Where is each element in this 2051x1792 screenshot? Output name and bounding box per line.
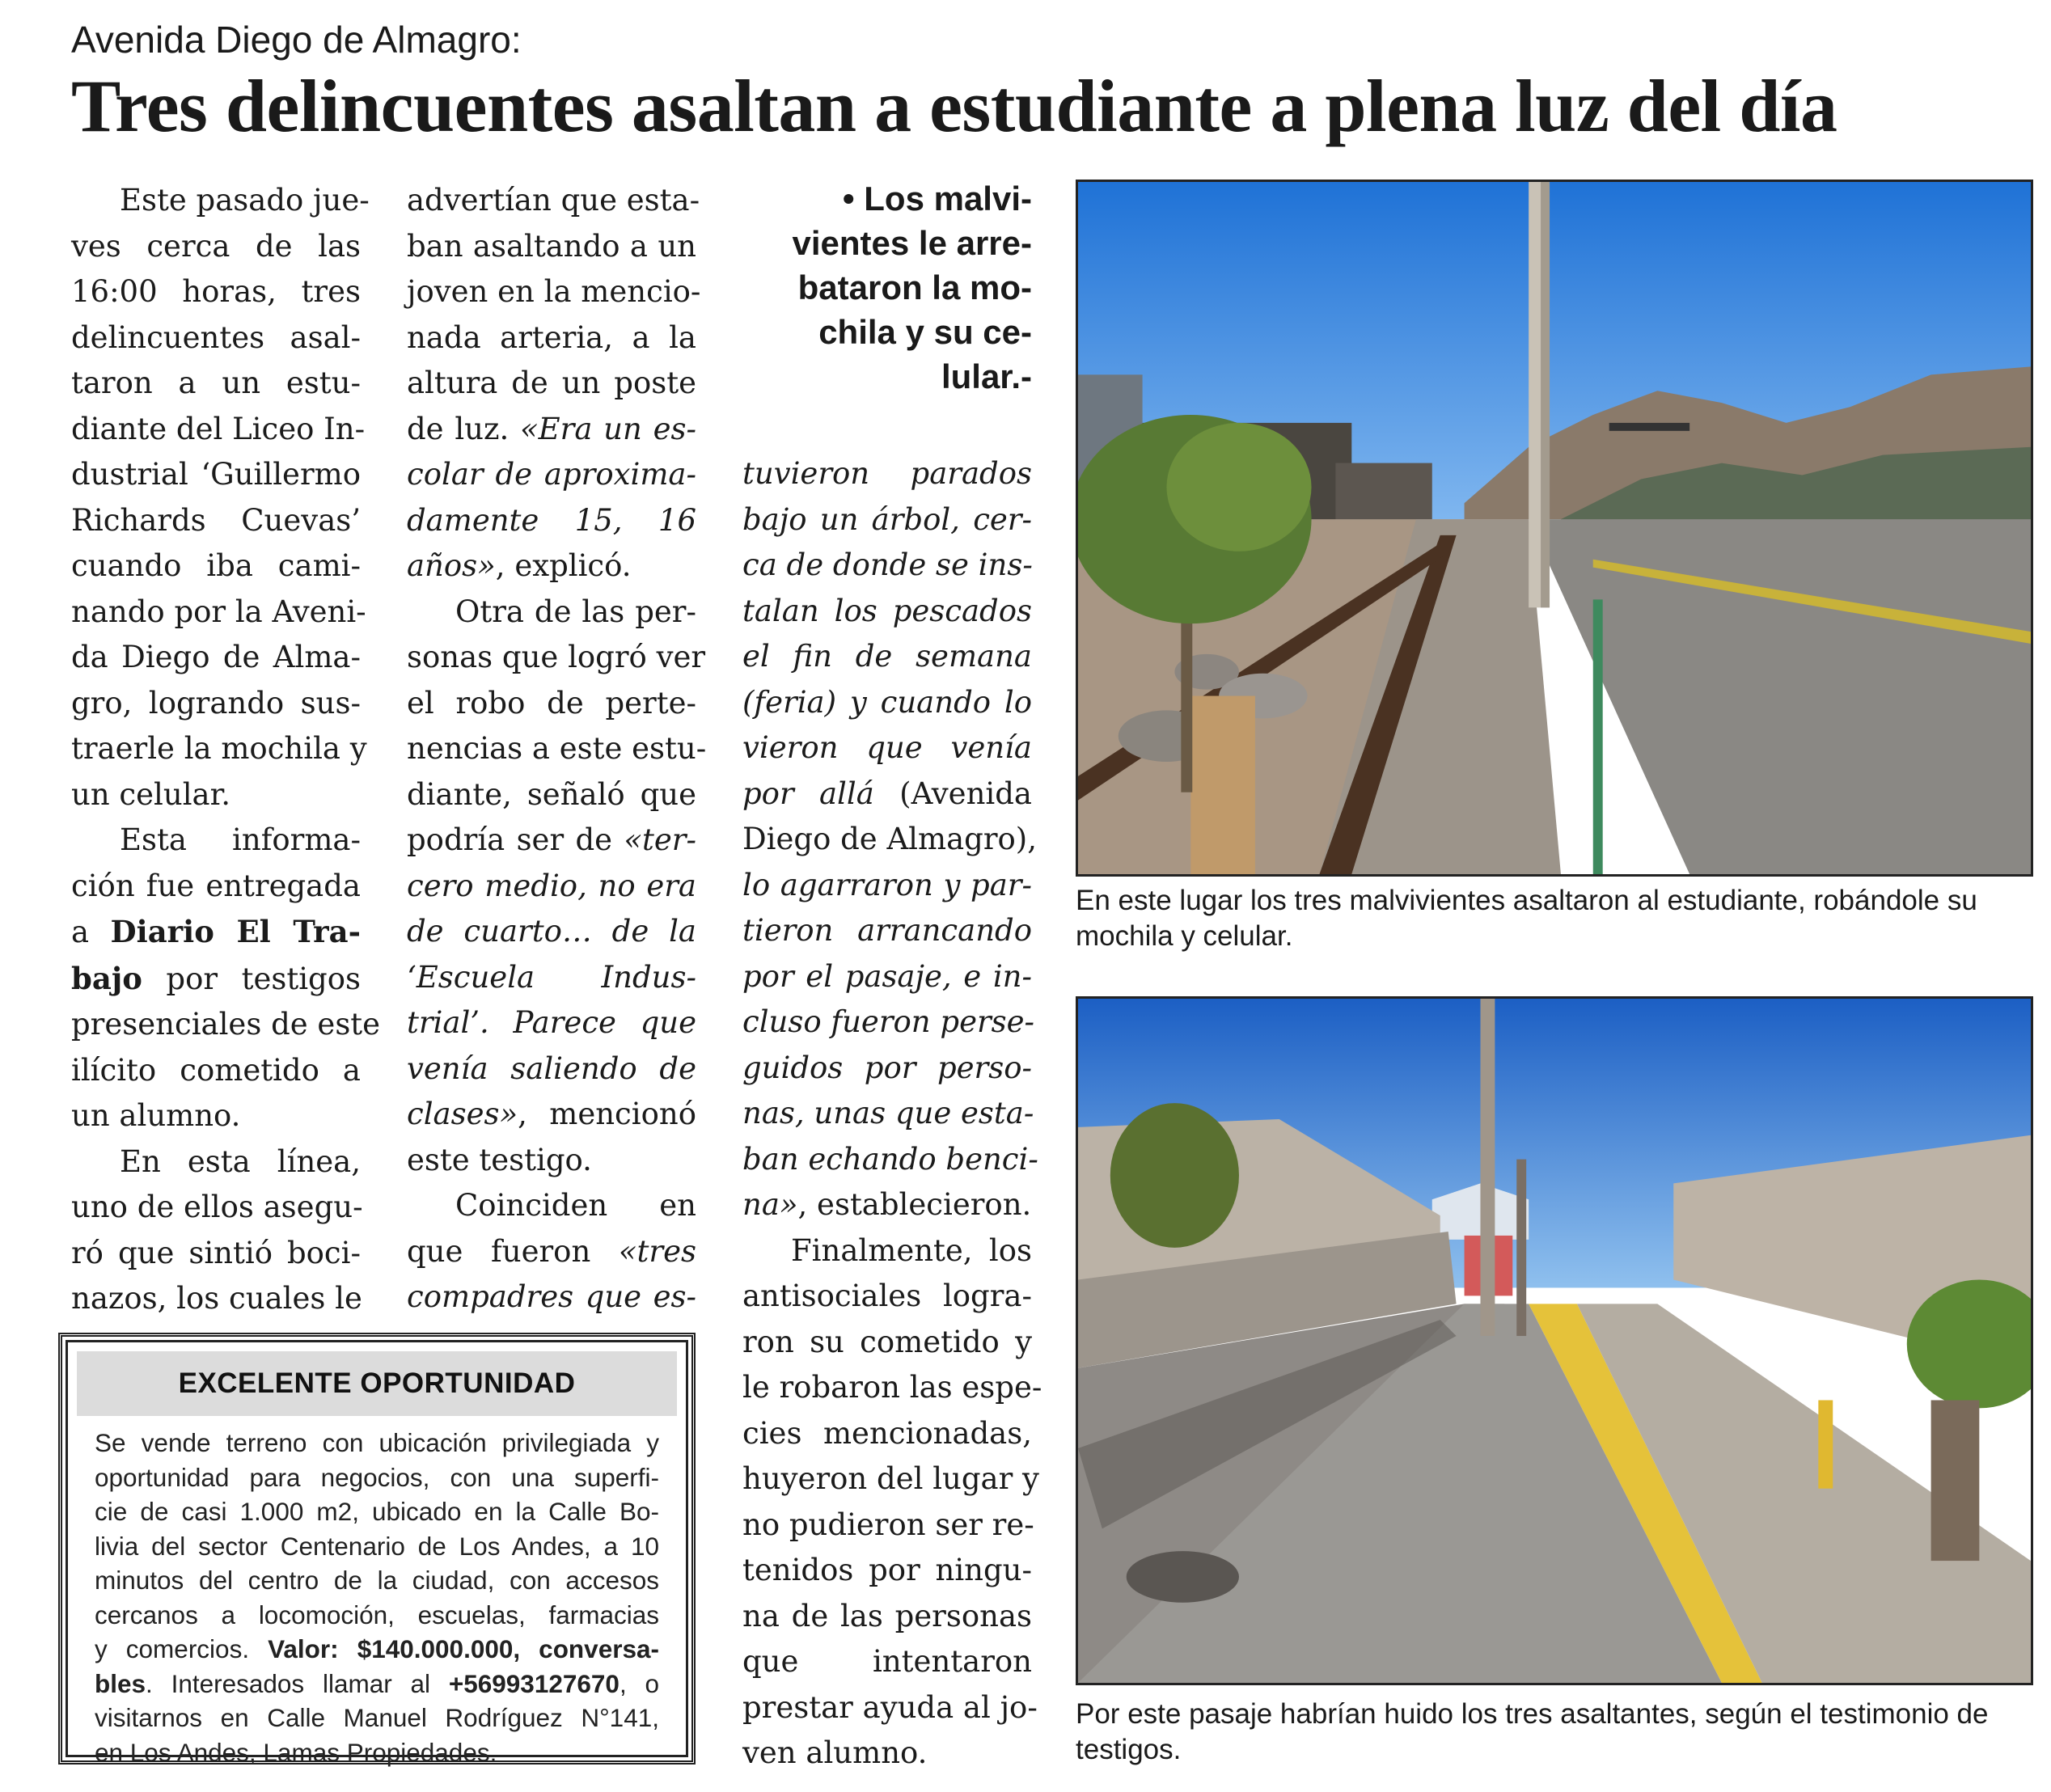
ad-price: Valor: $140.000.000, conversa- xyxy=(268,1634,659,1663)
text-line: ron su cometido y xyxy=(742,1324,1032,1359)
quote-line: ca de donde se ins- xyxy=(742,547,1033,582)
text-line xyxy=(71,956,361,1003)
text-line: Esta informa- xyxy=(120,822,361,857)
ad-price: bles xyxy=(95,1668,146,1698)
ad-run: . Interesados llamar al xyxy=(146,1668,449,1698)
text-line: nazos, los cuales le xyxy=(71,1281,362,1316)
quote-line: vieron que venía xyxy=(742,730,1032,765)
text-run: , establecieron. xyxy=(797,1187,1032,1222)
ad-line: cie de casi 1.000 m2, ubicado en la Calle Bo- xyxy=(95,1497,659,1526)
text-line: Diego de Almagro), xyxy=(742,822,1038,856)
text-line: le robaron las espe- xyxy=(742,1370,1042,1405)
text-line: no pudieron ser re- xyxy=(742,1507,1034,1542)
text-line: traerle la mochila y xyxy=(71,731,367,766)
text-line xyxy=(407,1229,696,1275)
street-photo-passage xyxy=(1076,996,2033,1685)
quote-run: «ter- xyxy=(624,822,696,857)
quote-line: (feria) y cuando lo xyxy=(742,684,1032,720)
text-run: que fueron xyxy=(407,1233,619,1269)
text-run: de luz. xyxy=(407,411,521,446)
quote-line: nas, unas que esta- xyxy=(742,1096,1034,1131)
text-line: nando por la Aveni- xyxy=(71,594,366,629)
text-line: prestar ayuda al jo- xyxy=(742,1689,1038,1725)
quote-line: el fin de semana xyxy=(742,639,1032,674)
text-line xyxy=(407,543,696,590)
quote-run: «Era un es- xyxy=(520,411,696,446)
quote-line: cluso fueron perse- xyxy=(742,1004,1035,1039)
ad-line xyxy=(95,1632,659,1667)
quote-run: por allá xyxy=(742,776,874,811)
text-line: el robo de perte- xyxy=(407,685,696,721)
quote-run: clases» xyxy=(407,1097,518,1131)
text-line: En esta línea, xyxy=(120,1143,361,1179)
text-line: que intentaron xyxy=(742,1644,1032,1679)
text-line: antisociales logra- xyxy=(742,1278,1032,1313)
text-line: este testigo. xyxy=(407,1142,592,1177)
ad-line: minutos del centro de la ciudad, con accesos xyxy=(95,1566,659,1595)
text-line: presenciales de este xyxy=(71,1007,381,1042)
text-line xyxy=(742,1182,1032,1228)
quote-line: tieron arrancando xyxy=(742,913,1032,948)
pull-quote-line: • Los malvi- xyxy=(842,180,1032,218)
text-line: diante del Liceo In- xyxy=(71,411,366,446)
quote-line: guidos por perso- xyxy=(742,1050,1032,1085)
text-line: huyeron del lugar y xyxy=(742,1461,1039,1496)
quote-line: damente 15, 16 xyxy=(407,502,696,538)
text-line: ilícito cometido a xyxy=(71,1052,361,1088)
text-line: tenidos por ningu- xyxy=(742,1553,1032,1587)
quote-run: «tres xyxy=(618,1233,696,1269)
text-line xyxy=(71,909,361,956)
pull-quote xyxy=(742,176,1032,399)
text-line: un celular. xyxy=(71,776,230,812)
ad-run: , o xyxy=(619,1668,659,1698)
text-line xyxy=(742,771,1032,818)
ad-line: livia del sector Centenario de Los Andes, a 10 xyxy=(95,1531,659,1561)
quote-line: lo agarraron y par- xyxy=(742,867,1032,902)
ad-line: visitarnos en Calle Manuel Rodríguez N°141, xyxy=(95,1703,659,1732)
ad-run: y comercios. xyxy=(95,1634,269,1663)
quote-line: talan los pescados xyxy=(742,593,1032,628)
photo-caption: En este lugar los tres malvivientes asaltaron al estudiante, robándole su mochila y celular. xyxy=(1076,885,1977,952)
quote-line: de cuarto… de la xyxy=(407,914,696,949)
ad-line: cercanos a locomoción, escuelas, farmacias xyxy=(95,1600,659,1629)
newspaper-name: Diario El Tra- xyxy=(110,914,362,949)
text-line: gro, logrando sus- xyxy=(71,685,361,721)
ad-line: Se vende terreno con ubicación privilegiada y xyxy=(95,1428,659,1457)
quote-run: años» xyxy=(407,548,496,583)
street-photo-avenue xyxy=(1076,180,2033,877)
text-line: ción fue entregada xyxy=(71,868,361,903)
quote-line: ‘Escuela Indus- xyxy=(407,959,696,995)
pull-quote-line: chila y su ce- xyxy=(818,313,1032,351)
article-headline: Tres delincuentes asaltan a estudiante a plena luz del día xyxy=(71,65,1837,147)
newspaper-name: bajo xyxy=(71,960,142,996)
quote-line: bajo un árbol, cer- xyxy=(742,501,1032,537)
avenue-scene-image xyxy=(1078,182,2031,874)
text-line: nencias a este estu- xyxy=(407,731,707,766)
quote-line: ban echando benci- xyxy=(742,1141,1038,1177)
text-line: sonas que logró ver xyxy=(407,640,706,674)
text-line: ves cerca de las xyxy=(71,228,361,264)
text-line: advertían que esta- xyxy=(407,183,700,218)
text-line: delincuentes asal- xyxy=(71,319,361,355)
ad-body xyxy=(74,1416,680,1769)
quote-line: cero medio, no era xyxy=(407,868,696,903)
text-line: ban asaltando a un xyxy=(407,228,696,264)
text-line xyxy=(407,1092,696,1138)
photo-caption: Por este pasaje habrían huido los tres asaltantes, según el testimonio de testigos. xyxy=(1076,1698,1989,1765)
quote-line: colar de aproxima- xyxy=(407,457,696,492)
pull-quote-line: lular.- xyxy=(941,357,1032,395)
text-line: Este pasado jue- xyxy=(120,183,370,218)
ad-line xyxy=(95,1667,659,1701)
text-line: joven en la mencio- xyxy=(407,274,701,309)
text-line: cies mencionadas, xyxy=(742,1415,1032,1451)
pull-quote-line: vientes le arre- xyxy=(792,224,1032,262)
text-line: da Diego de Alma- xyxy=(71,640,361,674)
article-column-3 xyxy=(742,451,1042,1777)
text-line xyxy=(407,818,696,864)
article-kicker: Avenida Diego de Almagro: xyxy=(71,19,522,61)
article-column-1 xyxy=(71,178,381,1322)
ad-line: en Los Andes, Lamas Propiedades. xyxy=(95,1737,497,1767)
passage-scene-image xyxy=(1078,999,2031,1683)
text-line: Finalmente, los xyxy=(791,1232,1032,1268)
text-line: Richards Cuevas’ xyxy=(71,502,361,538)
ad-line: oportunidad para negocios, con una superfi- xyxy=(95,1462,659,1492)
text-line: cuando iba cami- xyxy=(71,548,361,583)
classified-ad xyxy=(58,1333,696,1765)
text-line: dustrial ‘Guillermo xyxy=(71,457,361,492)
text-line xyxy=(407,407,696,453)
quote-line: compadres que es- xyxy=(407,1279,696,1314)
article-column-2 xyxy=(407,178,707,1321)
quote-line: venía saliendo de xyxy=(407,1050,696,1086)
text-line: nada arteria, a la xyxy=(407,319,696,355)
text-line: ró que sintió boci- xyxy=(71,1235,361,1270)
ad-title: EXCELENTE OPORTUNIDAD xyxy=(77,1351,677,1416)
text-line: na de las personas xyxy=(742,1598,1032,1634)
quote-line: por el pasaje, e in- xyxy=(742,958,1032,994)
text-line: ven alumno. xyxy=(742,1735,928,1770)
text-run: podría ser de xyxy=(407,822,624,857)
quote-line: tuvieron parados xyxy=(742,456,1032,491)
text-line: 16:00 horas, tres xyxy=(71,274,361,309)
text-line: taron a un estu- xyxy=(71,366,361,400)
text-line: Otra de las per- xyxy=(455,594,696,629)
quote-run: na» xyxy=(742,1187,798,1222)
pull-quote-line: bataron la mo- xyxy=(797,268,1032,306)
text-run: , explicó. xyxy=(495,548,632,583)
text-run: (Avenida xyxy=(873,776,1032,811)
text-line: Coinciden en xyxy=(455,1188,696,1223)
text-run: , mencionó xyxy=(518,1097,696,1131)
text-line: un alumno. xyxy=(71,1098,241,1133)
text-line: diante, señaló que xyxy=(407,776,696,812)
quote-line: trial’. Parece que xyxy=(407,1005,696,1040)
text-line: uno de ellos asegu- xyxy=(71,1190,363,1224)
text-line: altura de un poste xyxy=(407,366,696,400)
text-run: a xyxy=(71,915,111,949)
ad-phone: +56993127670 xyxy=(448,1668,620,1698)
text-run: por testigos xyxy=(142,961,361,996)
